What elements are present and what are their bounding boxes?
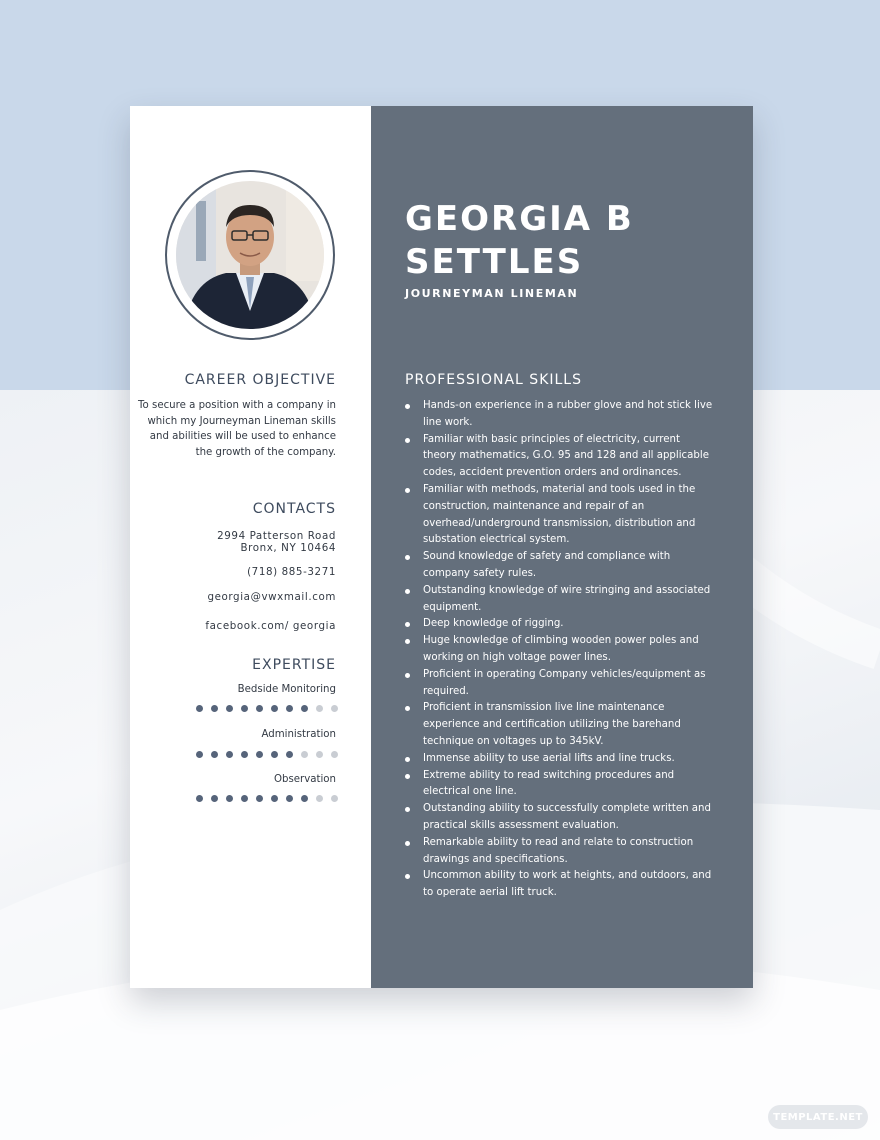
rating-dot-filled <box>196 705 203 712</box>
rating-dot-filled <box>256 751 263 758</box>
social-link: facebook.com/ georgia <box>205 620 336 632</box>
rating-dot-filled <box>286 705 293 712</box>
rating-dot-filled <box>211 795 218 802</box>
skill-item: Outstanding knowledge of wire stringing and associated equipment. <box>405 583 715 617</box>
rating-dot-filled <box>301 795 308 802</box>
rating-dot-filled <box>271 705 278 712</box>
resume-page <box>130 106 753 988</box>
contacts-heading: CONTACTS <box>252 501 336 517</box>
skill-item: Huge knowledge of climbing wooden power poles and working on high voltage power lines. <box>405 633 715 667</box>
rating-dot-empty <box>331 705 338 712</box>
phone-number: (718) 885-3271 <box>247 566 336 578</box>
job-title: JOURNEYMAN LINEMAN <box>405 287 579 300</box>
skill-item: Deep knowledge of rigging. <box>405 616 715 633</box>
expertise-rating <box>196 751 338 758</box>
expertise-label: Bedside Monitoring <box>237 684 336 695</box>
rating-dot-filled <box>211 751 218 758</box>
skill-item: Familiar with basic principles of electricity, current theory mathematics, G.O. 95 and 128 and all applicable codes, accident prevention orders and ordinances. <box>405 432 715 482</box>
rating-dot-filled <box>226 705 233 712</box>
skill-item: Extreme ability to read switching procedures and electrical one line. <box>405 768 715 802</box>
address-line-1: 2994 Patterson Road <box>217 530 336 542</box>
address-line-2: Bronx, NY 10464 <box>240 542 336 554</box>
expertise-label: Administration <box>261 729 336 740</box>
expertise-label: Observation <box>273 774 336 785</box>
watermark-badge: TEMPLATE.NET <box>768 1105 868 1129</box>
expertise-rating <box>196 705 338 712</box>
skill-item: Hands-on experience in a rubber glove and hot stick live line work. <box>405 398 715 432</box>
rating-dot-filled <box>196 795 203 802</box>
name-line-2: SETTLES <box>405 242 584 282</box>
profile-photo <box>176 181 324 329</box>
rating-dot-filled <box>271 751 278 758</box>
rating-dot-filled <box>271 795 278 802</box>
rating-dot-filled <box>286 751 293 758</box>
skill-item: Outstanding ability to successfully complete written and practical skills assessment evaluation. <box>405 801 715 835</box>
rating-dot-filled <box>301 705 308 712</box>
professional-skills-heading: PROFESSIONAL SKILLS <box>405 372 582 388</box>
expertise-rating <box>196 795 338 802</box>
name-line-1: GEORGIA B <box>405 199 634 239</box>
skill-item: Familiar with methods, material and tools used in the construction, maintenance and repair of an overhead/underground transmission, distribution and substation electrical system. <box>405 482 715 549</box>
rating-dot-empty <box>316 751 323 758</box>
career-objective-text: To secure a position with a company in which my Journeyman Lineman skills and abilities will be used to enhance the growth of the company. <box>138 400 336 458</box>
rating-dot-empty <box>316 705 323 712</box>
rating-dot-empty <box>331 795 338 802</box>
rating-dot-filled <box>241 795 248 802</box>
rating-dot-filled <box>226 751 233 758</box>
rating-dot-empty <box>331 751 338 758</box>
rating-dot-filled <box>211 705 218 712</box>
expertise-heading: EXPERTISE <box>252 657 336 673</box>
rating-dot-empty <box>316 795 323 802</box>
career-objective-heading: CAREER OBJECTIVE <box>184 372 336 388</box>
email-address: georgia@vwxmail.com <box>207 591 336 603</box>
rating-dot-filled <box>241 705 248 712</box>
rating-dot-empty <box>301 751 308 758</box>
skill-item: Immense ability to use aerial lifts and line trucks. <box>405 751 715 768</box>
profile-photo-frame <box>165 170 335 340</box>
right-column <box>371 106 753 988</box>
rating-dot-filled <box>256 705 263 712</box>
skill-item: Sound knowledge of safety and compliance with company safety rules. <box>405 549 715 583</box>
skill-item: Uncommon ability to work at heights, and outdoors, and to operate aerial lift truck. <box>405 868 715 902</box>
left-column <box>130 106 371 988</box>
rating-dot-filled <box>286 795 293 802</box>
rating-dot-filled <box>226 795 233 802</box>
skill-item: Proficient in operating Company vehicles/equipment as required. <box>405 667 715 701</box>
skill-item: Proficient in transmission live line maintenance experience and certification utilizing the barehand technique on voltages up to 345kV. <box>405 700 715 750</box>
rating-dot-filled <box>196 751 203 758</box>
rating-dot-filled <box>241 751 248 758</box>
skill-item: Remarkable ability to read and relate to construction drawings and specifications. <box>405 835 715 869</box>
rating-dot-filled <box>256 795 263 802</box>
professional-skills-list <box>405 398 715 902</box>
candidate-name <box>405 198 634 284</box>
